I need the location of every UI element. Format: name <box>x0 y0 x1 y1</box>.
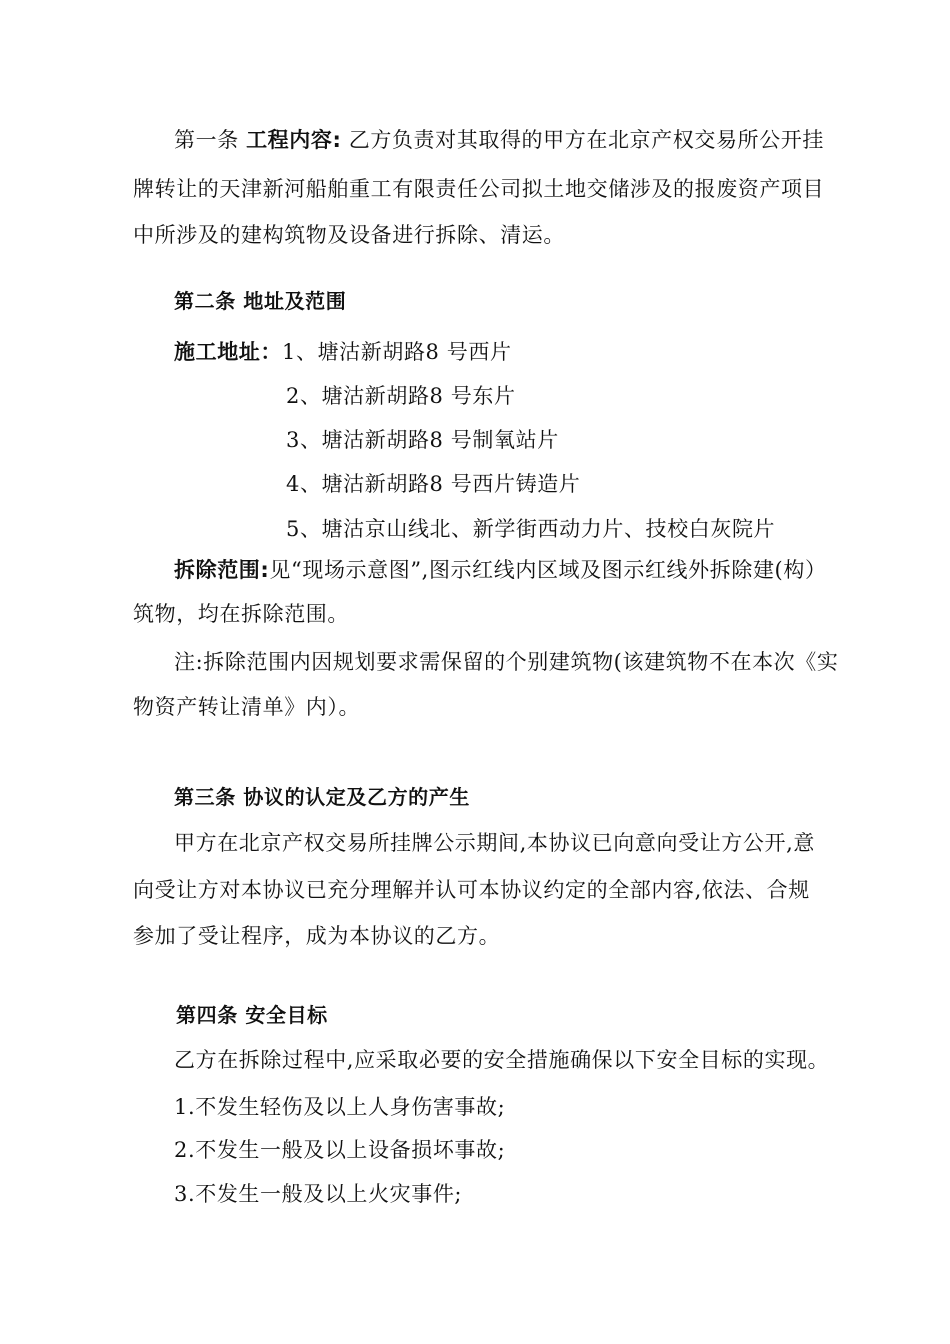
scope-line-1 <box>174 556 827 584</box>
article1-line2: 牌转让的天津新河船舶重工有限责任公司拟土地交储涉及的报废资产项目 <box>133 177 825 201</box>
scope-text: 见“现场示意图”,图示红线内区域及图示红线外拆除建(构） <box>269 558 827 582</box>
article4-intro: 乙方在拆除过程中,应采取必要的安全措施确保以下安全目标的实现。 <box>174 1048 830 1072</box>
site-item: 1、塘沽新胡路8 号西片 <box>282 340 512 364</box>
site-item: 2、塘沽新胡路8 号东片 <box>286 384 516 408</box>
article3-line3: 参加了受让程序，成为本协议的乙方。 <box>133 924 501 948</box>
note-line-2: 物资产转让清单》内）。 <box>133 695 361 719</box>
article1-line3: 中所涉及的建构筑物及设备进行拆除、清运。 <box>133 223 565 247</box>
note-line-1: 注:拆除范围内因规划要求需保留的个别建筑物(该建筑物不在本次《实 <box>174 650 839 674</box>
article1-line1 <box>174 126 824 154</box>
site-item: 5、塘沽京山线北、新学街西动力片、技校白灰院片 <box>286 517 776 541</box>
site-label: 施工地址： <box>174 340 282 364</box>
article1-line1-text: 乙方负责对其取得的甲方在北京产权交易所公开挂 <box>341 128 824 152</box>
article3-line2: 向受让方对本协议已充分理解并认可本协议约定的全部内容,依法、合规 <box>133 878 810 902</box>
site-line-1 <box>174 338 512 366</box>
site-item: 4、塘沽新胡路8 号西片铸造片 <box>286 472 581 496</box>
article4-heading: 第四条 安全目标 <box>176 1003 328 1027</box>
article3-line1: 甲方在北京产权交易所挂牌公示期间,本协议已向意向受让方公开,意 <box>174 831 815 855</box>
goal-item: 1.不发生轻伤及以上人身伤害事故; <box>174 1095 506 1119</box>
article1-title: 工程内容: <box>246 128 342 152</box>
site-item: 3、塘沽新胡路8 号制氧站片 <box>286 428 559 452</box>
goal-item: 2.不发生一般及以上设备损坏事故; <box>174 1138 506 1162</box>
goal-item: 3.不发生一般及以上火灾事件; <box>174 1182 463 1206</box>
scope-line-2: 筑物，均在拆除范围。 <box>133 602 349 626</box>
article2-heading: 第二条 地址及范围 <box>174 289 347 313</box>
scope-label: 拆除范围: <box>174 558 270 582</box>
article1-prefix: 第一条 <box>174 128 247 152</box>
article3-heading: 第三条 协议的认定及乙方的产生 <box>174 785 470 809</box>
